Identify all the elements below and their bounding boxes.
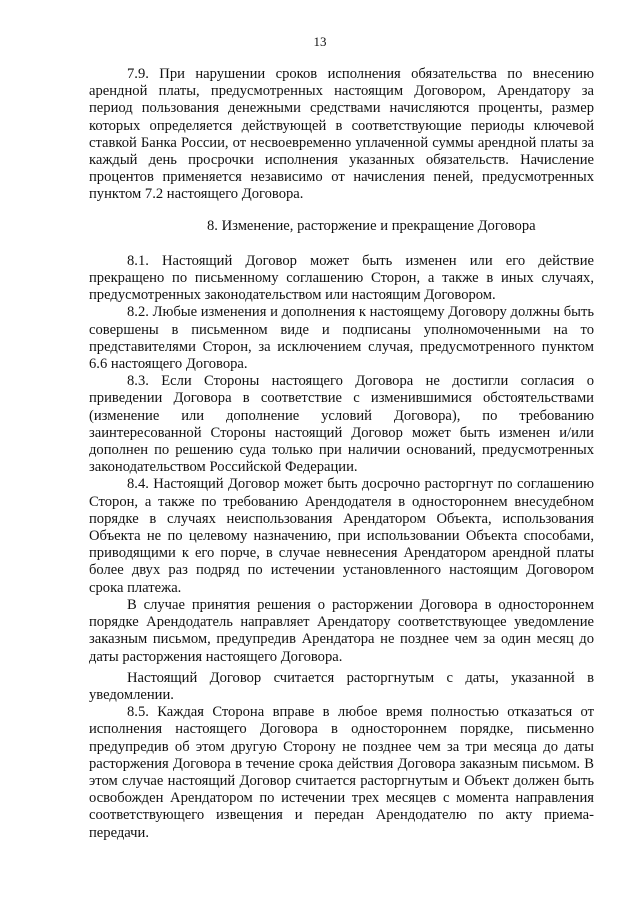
clause-8-4: 8.4. Настоящий Договор может быть досрочно расторгнут по соглашению Сторон, а также по требованию Арендодателя в одностороннем внесудебном порядке в случаях неиспользования Арендатором Объекта, использования Объекта не по целевому назначению, при использовании Объекта способами, приводящими к его порче, в случае невнесения Арендатором арендной платы более двух раз подряд по истечении установленного настоящим Договором срока платежа. (89, 476, 594, 596)
clause-8-2: 8.2. Любые изменения и дополнения к настоящему Договору должны быть совершены в письменном виде и подписаны уполномоченными на то представителями Сторон, за исключением случая, предусмотренного пунктом 6.6 настоящего Договора. (89, 304, 594, 373)
document-body (89, 66, 594, 842)
clause-8-1: 8.1. Настоящий Договор может быть изменен или его действие прекращено по письменному соглашению Сторон, а также в иных случаях, предусмотренных законодательством или настоящим Договором. (89, 252, 594, 304)
page-number: 13 (313, 34, 327, 49)
clause-8-4-termination-date: Настоящий Договор считается расторгнутым с даты, указанной в уведомлении. (89, 669, 594, 703)
clause-8-3: 8.3. Если Стороны настоящего Договора не достигли согласия о приведении Договора в соответствие с изменившимися обстоятельствами (изменение или дополнение условий Договора), по требованию заинтересованной Стороны настоящий Договор может быть изменен и/или дополнен по решению суда только при наличии оснований, предусмотренных законодательством Российской Федерации. (89, 373, 594, 476)
section-8-heading: 8. Изменение, расторжение и прекращение Договора (207, 217, 536, 234)
clause-7-9: 7.9. При нарушении сроков исполнения обязательства по внесению арендной платы, предусмотренных настоящим Договором, Арендатору за период пользования денежными средствами начисляются проценты, размер которых определяется действующей в соответствующие периоды ключевой ставкой Банка России, от несвоевременно уплаченной суммы арендной платы за каждый день просрочки исполнения указанных обязательств. Начисление процентов применяется независимо от начисления пеней, предусмотренных пунктом 7.2 настоящего Договора. (89, 66, 594, 203)
clause-8-5: 8.5. Каждая Сторона вправе в любое время полностью отказаться от исполнения настоящего Договора в одностороннем порядке, письменно предупредив об этом другую Сторону не позднее чем за три месяца до даты расторжения Договора в течение срока действия Договора заказным письмом. В этом случае настоящий Договор считается расторгнутым и Объект должен быть освобожден Арендатором по истечении трех месяцев с момента направления соответствующего извещения и передан Арендодателю по акту приема-передачи. (89, 704, 594, 841)
clause-8-4-notice: В случае принятия решения о расторжении Договора в одностороннем порядке Арендодатель направляет Арендатору соответствующее уведомление заказным письмом, предупредив Арендатора не позднее чем за один месяц до даты расторжения настоящего Договора. (89, 596, 594, 665)
